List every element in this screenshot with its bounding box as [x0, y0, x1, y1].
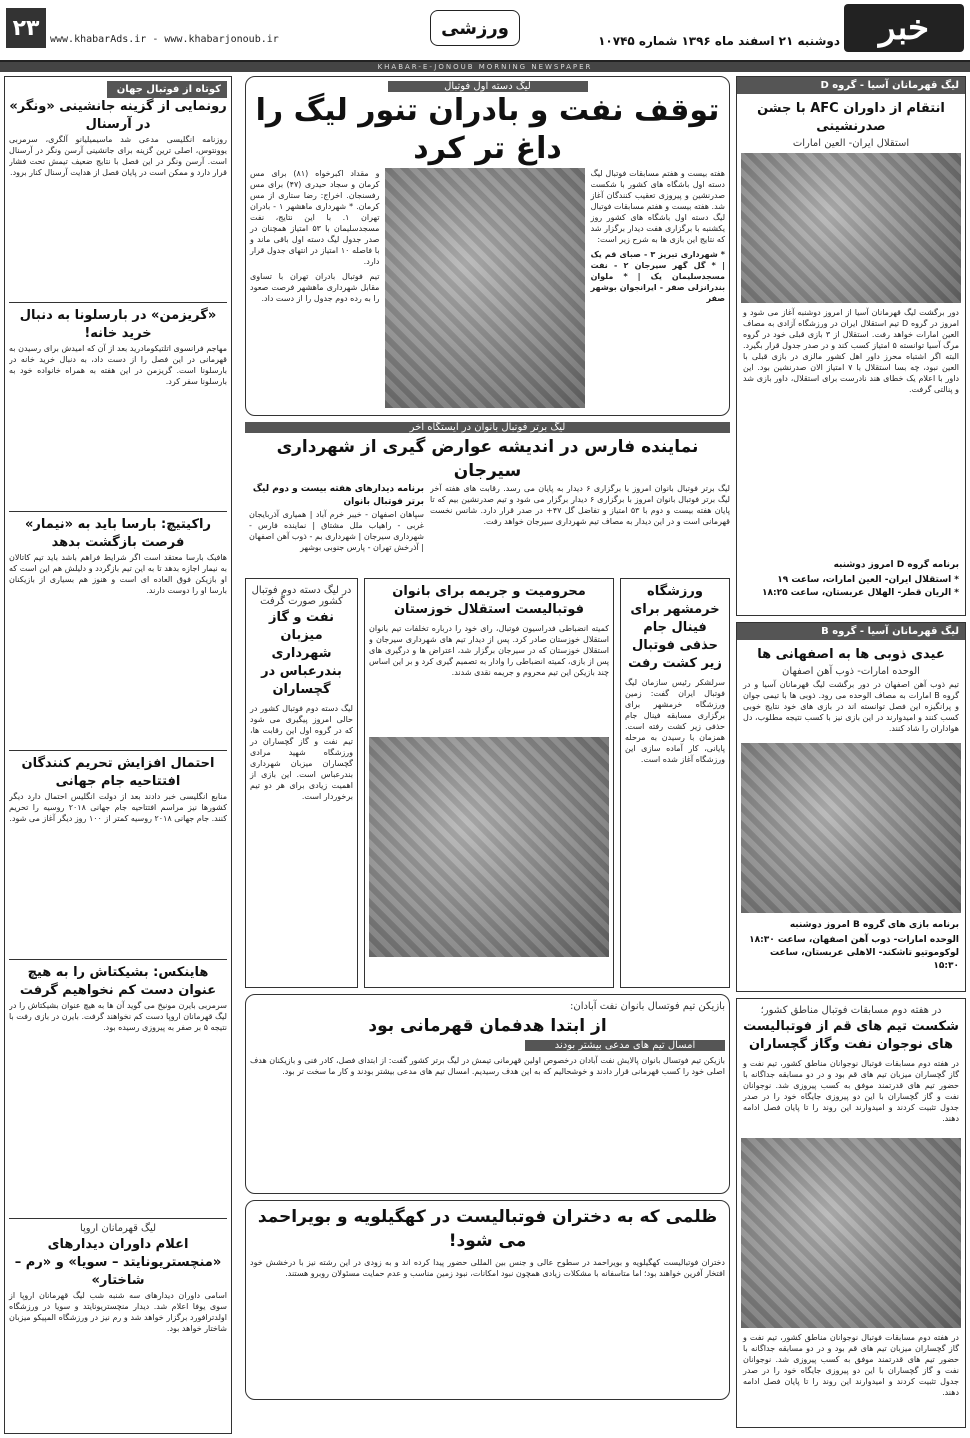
article-body: در هفته دوم مسابقات فوتبال نوجوانان مناطق کشور، تیم نفت و گاز گچساران میزبان تیم های قم بود و در دو مسابقه جداگانه با حضور تیم های قدرتمند موفق به کسب پیروزی شد. نوجوانان نفت و گاز گچساران با این دو پیروزی جایگاه خود را در صدر جدول تثبیت کردند و امیدوارند این روند را تا پایان فصل ادامه دهند.: [743, 1059, 959, 1123]
divider: [9, 750, 227, 751]
results-list: * شهرداری تبریز ۳ - صبای قم یک | * گل گهر سیرجان ۲ - نفت مسجدسلیمان یک | * ملوان بندرانزلی صفر - ایرانجوان بوشهر صفر: [590, 250, 725, 303]
page-number: ۲۳: [6, 8, 46, 48]
divider: [9, 959, 227, 960]
article-body: روزنامه انگلیسی مدعی شد ماسیمیلیانو آلگری، سرمربی یوونتوس، اصلی ترین گزینه برای جانشینی آرسن ونگر در آرسنال است. آرسن ونگر در این فصل با نتایج ضعیف تیمش تحت فشار قرار دارد و ممکن است در پایان فصل از هدایت آرسنال کنار برود.: [9, 135, 227, 177]
right-column: [736, 76, 966, 1434]
lead-headline: توقف نفت و بادران تنور لیگ را داغ تر کرد: [255, 93, 720, 166]
photo-caption: تیم فوتبال بادران تهران با تساوی مقابل شهرداری ماهشهر فرصت صعود را به رده دوم جدول را از دست داد.: [250, 272, 380, 303]
headline: اعلام داوران دیدارهای «منچستریونایتد – سویا» و «رم – شاختار»: [14, 1237, 222, 1288]
world-news-item: [9, 1223, 227, 1334]
headline: ورزشگاه خرمشهر برای فینال جام حذفی فوتبال زیر کشت رفت: [628, 584, 722, 671]
banovan-schedule: [249, 483, 424, 583]
article-body: دختران فوتبالیست کهگیلویه و بویراحمد در سطوح عالی و جنس بین المللی حضور پیدا کرده اند و به زودی در این رشته نیز با درخشش خود افتخار آفرین خواهند بود؛ اما متاسفانه با مشکلات زیادی همچون نبود امکانات، نبود زمین مناسب و عدم حمایت مسئولان روبرو هستند.: [250, 1258, 725, 1278]
box-head: لیگ قهرمانان آسیا - گروه B: [737, 623, 965, 640]
article-body: هافبک بارسا معتقد است اگر شرایط فراهم باشد باید تیم کاتالان به نیمار اجازه بدهد تا به این تیم بازگردد و دلیلش هم این است که او بازیکن فوق العاده ای است و هنوز هم بسیاری از بازیکنان بارسا او را دوست دارند.: [9, 553, 227, 595]
article-body: بازیکن تیم فوتسال بانوان پالایش نفت آبادان درخصوص اولین قهرمانی تیمش در لیگ برتر کشور گفت: از ابتدای فصل، کادر فنی و بازیکنان هدف اصلی خود را کسب قهرمانی قرار دادند و خوشحالیم که به این هدف رسیدیم. امسال تیم های مدعی بیشتر بودند و کار ما سخت تر بود.: [250, 1056, 725, 1076]
article-photo: [369, 737, 609, 957]
banovan-body: [245, 483, 730, 583]
article-body: تیم ذوب آهن اصفهان در دور برگشت لیگ قهرمانان آسیا و در گروه B امارات به مصاف الوحده می رود. ذوبی ها با تیمی جوان و پرانگیزه این فصل توانسته اند در بازی های خود نتایج خوبی کسب کنند و امیدوارند در این بازی نیز با کسب نتیجه مطلوب، دل هواداران را شاد کنند.: [743, 680, 960, 733]
headline: نفت و گاز میزبان شهرداری بندرعباس در گچساران: [261, 610, 342, 697]
article-banovan: [245, 422, 730, 572]
kicker: استقلال ایران- العین امارات: [792, 138, 910, 149]
headline: نماینده فارس در اندیشه عوارض گیری از شهرداری سیرجان: [276, 437, 699, 481]
kicker: بازیکن تیم فوتسال بانوان نفت آبادان:: [569, 1001, 725, 1012]
headline: هاینکس: بشیکتاش را به هیچ عنوان دست کم نخواهیم گرفت: [19, 965, 217, 998]
headline: رونمایی از گزینه جانشینی «ونگر» در آرسنال: [9, 99, 227, 132]
newspaper-logo: خبر: [844, 4, 964, 52]
article-zobahan: [736, 622, 966, 992]
headline: احتمال افزایش تحریم کنندگان افتتاحیه جام جهانی: [21, 756, 215, 789]
masthead: [0, 0, 970, 62]
article-body: و مقداد اکبرخواه (۸۱) برای مس کرمان و سجاد حیدری (۴۷) برای مس رفسنجان. اخراج: رضا ستاری از مس کرمان. * شهرداری ماهشهر ۱ - بادران تهران ۱. با این نتایج، نفت مسجدسلیمان با ۵۳ امتیاز همچنان در صدر جدول لیگ دسته اول باقی ماند و با فاصله ۱۰ امتیاز در انتهای جدول قرار دارد.: [250, 169, 380, 266]
lead-body: [250, 168, 725, 408]
issue-date: دوشنبه ۲۱ اسفند ماه ۱۳۹۶ شماره ۱۰۷۴۵: [598, 34, 840, 48]
divider: [9, 511, 227, 512]
lead-text-right: [591, 168, 725, 408]
article-body: لیگ برتر فوتبال بانوان امروز با برگزاری ۶ دیدار به پایان می رسد. رقابت های هفته آخر لیگ برتر فوتبال بانوان امروز با برگزاری ۶ دیدار برگزار می شود و تیم صدرنشین بیم که تا پایان هفته بیست و دوم با ۵۳ امتیاز و تفاضل گل ۴۷+ در صدر قرار دارد. شانس نخست قهرمانی است و در این دیدار به مصاف تیم شهرداری سیرجان خواهد رفت.: [430, 484, 730, 526]
article-body: منابع انگلیسی خبر دادند بعد از دولت انگلیس احتمال دارد دیگر کشورها نیز مراسم افتتاحیه جام جهانی ۲۰۱۸ روسیه را تحریم کنند. جام جهانی ۲۰۱۸ روسیه کمتر از ۱۰۰ روز دیگر آغاز می شود.: [9, 792, 227, 823]
schedule-item: * استقلال ایران- العین امارات، ساعت ۱۹: [777, 575, 959, 585]
kicker: لیگ دسته اول فوتبال: [388, 81, 588, 92]
divider: [9, 302, 227, 303]
kicker: در هفته دوم مسابقات فوتبال مناطق کشور؛: [760, 1005, 942, 1016]
sub-headline: امسال تیم های مدعی بیشتر بودند: [525, 1040, 725, 1051]
article-photo: [741, 153, 961, 303]
kicker: لیگ قهرمانان اروپا: [79, 1223, 157, 1234]
section-title: ورزشی: [430, 10, 520, 46]
lead-photo: [385, 168, 584, 408]
headline: ظلمی که به دختران فوتبالیست در کهگیلویه و بویراحمد می شود!: [257, 1207, 718, 1251]
left-column: [4, 76, 232, 1434]
headline: از ابتدا هدفمان قهرمانی بود: [368, 1016, 607, 1036]
world-news-item: [9, 516, 227, 746]
schedule-item: لوکوموتیو تاشکند- الاهلی عربستان، ساعت ۱۵:۳۰: [770, 948, 959, 971]
headline: راکیتیچ: بارسا باید به «نیمار» فرصت بازگشت بدهد: [25, 517, 211, 550]
mid-row: [245, 578, 730, 988]
box-head: کوتاه از فوتبال جهان: [107, 81, 227, 98]
article-photo: [741, 743, 961, 913]
schedule-title: برنامه دیدارهای هفته بیست و دوم لیگ برتر فوتبال بانوان: [252, 484, 424, 507]
lead-text-left: [250, 168, 379, 408]
article-khorramshahr: [620, 578, 730, 988]
tagline-bar: KHABAR-E-JONOUB MORNING NEWSPAPER: [0, 62, 970, 72]
schedule-title: برنامه گروه D امروز دوشنبه: [833, 560, 959, 570]
article-body: دور برگشت لیگ قهرمانان آسیا از امروز دوشنبه آغاز می شود و امروز در گروه D تیم استقلال ایران در ورزشگاه آزادی به مصاف العین امارات خواهد رفت. استقلال از ۳ بازی قبلی خود در گروه مرگ آسیا توانسته ۵ امتیاز کسب کند و در صدر جدول قرار بگیرد. البته اگر اشتباه محرز داور اهل کشور مالزی در بازی قبلی با العین نبود، چه بسا استقلال با ۷ امتیاز الان صدرنشین بود. این داور با اعلام یک خطای هند نادرست برای استقلال، داور بازی شد و پنالتی گرفت.: [743, 308, 960, 394]
schedule-title: برنامه بازی های گروه B امروز دوشنبه: [789, 920, 959, 930]
article-body: در هفته دوم مسابقات فوتبال نوجوانان مناطق کشور، تیم نفت و گاز گچساران میزبان تیم های قم بود و در دو مسابقه جداگانه با حضور تیم های قدرتمند موفق به کسب پیروزی شد. نوجوانان نفت و گاز گچساران با این دو پیروزی جایگاه خود را در صدر جدول تثبیت کردند و امیدوارند این روند را تا پایان فصل ادامه دهند.: [743, 1333, 959, 1397]
article-body: مهاجم فرانسوی اتلتیکومادرید بعد از آن که امیدش برای رسیدن به قهرمانی در این فصل را از دست داد، به دنبال خرید خانه در بارسلونا است. گریزمن در این هفته به همراه خانواده خود به بارسلونا سفر کرد.: [9, 344, 227, 386]
article-body: کمیته انضباطی فدراسیون فوتبال، رای خود را درباره تخلفات تیم بانوان استقلال خوزستان صادر کرد. پس از دیدار تیم های شهرداری سیرجان و استقلال خوزستان که در سیرجان برگزار شد، اعتراض ها و درگیری های پس از بازی، کمیته انضباطی را وادار به تصمیم گیری کرد و بر این اساس چند بازیکن این تیم محروم و جریمه نقدی شدند.: [369, 624, 609, 677]
world-news-item: [9, 307, 227, 507]
world-news-item: [9, 755, 227, 955]
site-urls[interactable]: www.khabarAds.ir - www.khabarjonoub.ir: [50, 34, 279, 45]
headline: شکست تیم های قم از فوتبالیست های نوجوان نفت وگاز گچساران: [743, 1019, 959, 1052]
headline: «گریزمن» در بارسلونا به دنبال خرید خانه!: [19, 308, 217, 341]
article-body: سرلشکر رئیس سازمان لیگ فوتبال ایران گفت: زمین ورزشگاه خرمشهر برای برگزاری مسابقه فینال جام حذفی زیر کشت رفته است. همزمان با رسیدن به مرحله پایانی، کار آماده سازی این ورزشگاه آغاز شده است.: [625, 678, 725, 764]
article-naft-gaz-youth: [736, 998, 966, 1428]
world-news-item: [9, 964, 227, 1214]
article-kerman: [245, 994, 730, 1194]
article-body: لیگ دسته دوم فوتبال کشور در حالی امروز پیگیری می شود که در گروه اول این رقابت ها، تیم نفت و گاز گچساران در ورزشگاه شهید مرادی گچساران میزبان شهرداری بندرعباس است. این بازی از اهمیت زیادی برای هر دو تیم برخوردار است.: [250, 704, 353, 801]
kicker: در لیگ دسته دوم فوتبال کشور صورت گرفت: [251, 585, 352, 607]
kicker: الوحده امارات- ذوب آهن اصفهان: [782, 666, 920, 677]
divider: [9, 1218, 227, 1219]
schedule-item: الوحده امارات- ذوب آهن اصفهان، ساعت ۱۸:۳۰: [749, 935, 959, 945]
schedule-body: سپاهان اصفهان - خیبر خرم آباد | همیاری آذربایجان غربی - راهیاب ملل مشتاق | نماینده فارس - شهرداری سیرجان | شهرداری بم - ذوب آهن اصفهان | آذرخش تهران - پارس جنوبی بوشهر: [249, 510, 424, 552]
world-news-item: [9, 98, 227, 298]
article-photo: [741, 1138, 961, 1328]
kicker: لیگ برتر فوتبال بانوان در ایستگاه آخر: [245, 422, 730, 433]
article-body: سرمربی بایرن مونیخ می گوید آن ها به هیچ عنوان بشیکتاش را در لیگ قهرمانان اروپا دست کم نخواهند گرفت. بایرن در بازی رفت با نتیجه ۵ بر صفر به پیروزی رسیده بود.: [9, 1001, 227, 1032]
headline: عیدی ذوبی ها به اصفهانی ها: [757, 647, 945, 662]
article-esteghlal: [736, 76, 966, 616]
center-column: [245, 76, 730, 1434]
headline: محرومیت و جریمه برای بانوان فوتبالیست استقلال خوزستان: [392, 584, 586, 617]
schedule-item: * الریان قطر- الهلال عربستان، ساعت ۱۸:۲۵: [762, 588, 959, 598]
article-khuzestan: [364, 578, 614, 988]
headline: انتقام از داوران AFC با جشن صدرنشینی: [757, 101, 945, 134]
box-head: لیگ قهرمانان آسیا - گروه D: [737, 77, 965, 94]
article-gachsaran: [245, 578, 358, 988]
article-body: هفته بیست و هفتم مسابقات فوتبال لیگ دسته اول باشگاه های کشور با شکست صدرنشین و پیروزی تعقیب کنندگان آغاز شد. هفته بیست و هفتم مسابقات فوتبال لیگ دسته اول باشگاه های کشور روز یکشنبه با برگزاری هفت دیدار برگزار شد که نتایج این بازی ها به شرح زیر است:: [590, 169, 725, 244]
lead-article: [245, 76, 730, 416]
article-kohgiluyeh: [245, 1200, 730, 1400]
article-body: اسامی داوران دیدارهای سه شنبه شب لیگ قهرمانان اروپا از سوی یوفا اعلام شد. دیدار منچستریونایتد و سویا در ورزشگاه اولدترافورد برگزار خواهد شد و رم نیز در ورزشگاه المپیکو میزبان شاختار خواهد بود.: [9, 1291, 227, 1333]
